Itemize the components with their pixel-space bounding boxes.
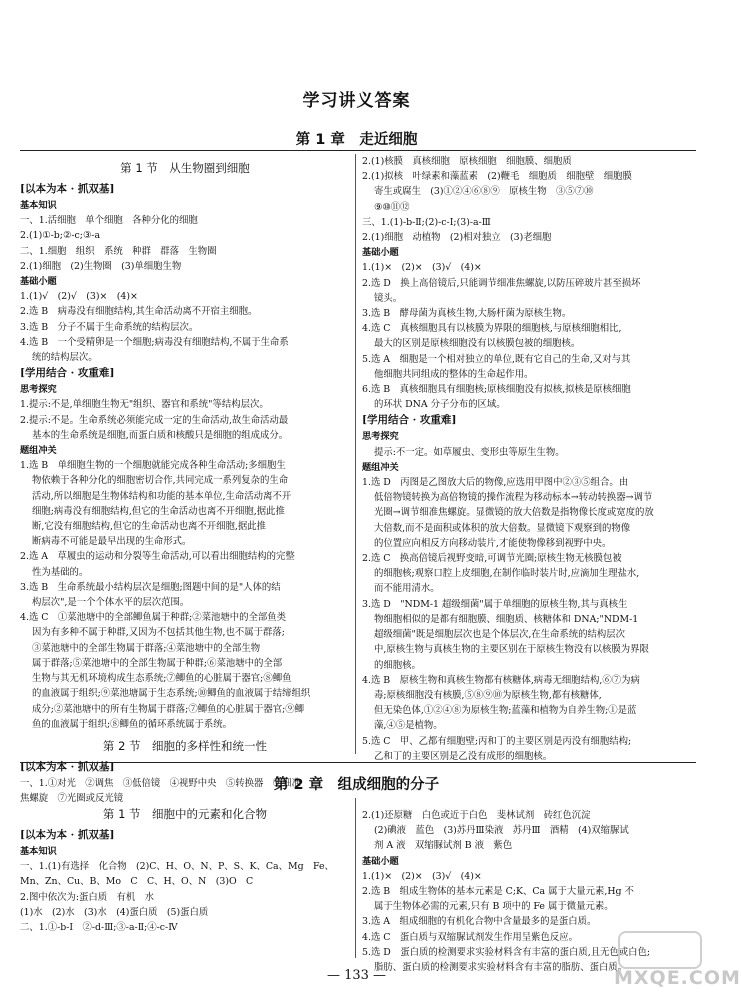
chapter-1-divider <box>20 150 696 151</box>
answer-line: 因为有多种不属于种群,又因为不包括其他生物,也不属于群落; <box>32 627 285 639</box>
answer-line: 5.选 A 细胞是一个相对独立的单位,既有它自己的生命,又对与其 <box>362 353 631 365</box>
answer-line: 光圈→调节细准焦螺旋。显微镜的放大倍数是指物像长度或宽度的放 <box>374 507 654 519</box>
answer-line: 6.选 B 真核细胞具有细胞核;原核细胞没有拟核,拟核是原核细胞 <box>362 384 631 396</box>
answer-line: 超级细菌"既是细胞层次也是个体层次,在生命系统的结构层次 <box>374 629 626 641</box>
answer-line: 成分;②菜池塘中的所有生物属于群落;⑦鲫鱼的心脏属于器官;⑨鲫 <box>32 703 304 715</box>
answer-line: 3.选 B 分子不属于生命系统的结构层次。 <box>20 321 199 333</box>
answer-line: 4.选 B 一个受精卵是一个细胞;病毒没有细胞结构,不属于生命系 <box>20 336 289 348</box>
answer-line: 中,原核生物与真核生物的主要区别在于原核生物没有以核膜为界限 <box>374 644 649 656</box>
answer-line: 寄生或腐生 (3)①②④⑥⑧⑨ 原核生物 ③⑤⑦⑩ <box>374 186 594 198</box>
label-heading: 基础小题 <box>362 247 399 259</box>
answer-line: 焦螺旋 ⑦光圈或反光镜 <box>20 793 124 805</box>
answer-line: 2.(1)核膜 真核细胞 原核细胞 细胞膜、细胞质 <box>362 156 572 167</box>
answer-line: 提示:不一定。如草履虫、变形虫等原生生物。 <box>374 446 565 458</box>
answer-line: 脂肪、蛋白质的检测要求实验材料含有丰富的脂肪、蛋白质。 <box>374 962 628 974</box>
label-heading: 基本知识 <box>20 846 57 857</box>
column-left-ch2 <box>20 800 350 935</box>
answer-line: 2.图中依次为:蛋白质 有机 水 <box>20 891 154 903</box>
answer-line: 乙和丁的主要区别是乙没有成形的细胞核。 <box>374 750 553 762</box>
answer-line: 2.选 B 组成生物体的基本元素是 C;K、Ca 属于大量元素,Hg 不 <box>362 886 634 898</box>
chapter-2-divider <box>20 762 696 763</box>
answer-line: 3.选 D "NDM-1 超级细菌"属于单细胞的原核生物,其与真核生 <box>362 598 628 610</box>
label-heading: 题组冲关 <box>20 445 57 457</box>
subsection-banner: [ 以本为本 · 抓双基 ] <box>20 759 350 776</box>
answer-line: 毒;原核细胞没有核膜,⑤⑧⑨⑩为原核生物,都有核糖体, <box>374 689 602 701</box>
subsection-banner: [ 学用结合 · 攻重难 ] <box>20 365 350 382</box>
answer-line: 性为基础的。 <box>32 566 89 578</box>
answer-line: 构层次",是一个个体水平的层次范围。 <box>32 597 190 609</box>
answer-line: 3.选 A 组成细胞的有机化合物中含量最多的是蛋白质。 <box>362 916 597 928</box>
answer-line: 2.(1)还原糖 白色或近于白色 斐林试剂 砖红色沉淀 <box>362 810 591 821</box>
doc-title: 学习讲义答案 <box>302 91 411 111</box>
answer-line: 三、1.(1)-b-Ⅱ;(2)-c-Ⅰ;(3)-a-Ⅲ <box>362 216 491 228</box>
chapter-1-title: 第 1 章 走近细胞 <box>295 132 418 148</box>
chapter-2-title: 第 2 章 组成细胞的分子 <box>273 777 440 793</box>
answer-line: 细胞;病毒没有细胞结构,但它的生命活动也离不开细胞,据此推 <box>32 505 285 517</box>
answer-line: 的细胞核。 <box>374 659 421 671</box>
answer-line: 2.(1)细胞 动植物 (2)相对独立 (3)老细胞 <box>362 232 552 244</box>
answer-line: 低倍物镜转换为高倍物镜的操作流程为移动标本→转动转换器→调节 <box>374 492 653 504</box>
section-heading: 第 2 节 细胞的多样性和统一性 <box>102 738 268 753</box>
answer-line: 他细胞共同组成的整体的生命起作用。 <box>374 368 534 380</box>
answer-line: 一、1.(1)有选择 化合物 (2)C、H、O、N、P、S、K、Ca、Mg Fe、 <box>20 861 334 873</box>
answer-line: 5.选 D 蛋白质的检测要求实验材料含有丰富的蛋白质,且无色或白色; <box>362 946 651 958</box>
answer-line: 断病毒不可能是最早出现的生命形式。 <box>32 536 192 548</box>
answer-line: 物依赖于各种分化的细胞密切合作,共同完成一系列复杂的生命 <box>32 475 289 487</box>
answer-line: 最大的区别是原核细胞没有以核膜包被的细胞核。 <box>374 338 581 350</box>
answer-line: 的血液属于组织;⑨菜池塘属于生态系统;⑩鲫鱼的血液属于结缔组织 <box>32 688 311 700</box>
answer-line: 物细胞相似的是都有细胞膜、细胞质、核糖体和 DNA;"NDM-1 <box>374 613 639 625</box>
answer-line: 而不能用清水。 <box>374 583 440 595</box>
answer-line: 基本的生命系统是细胞,而蛋白质和核酸只是细胞的组成成分。 <box>32 429 289 441</box>
label-heading: 基础小题 <box>362 855 399 867</box>
answer-line: 属于群落;⑤菜池塘中的全部生物属于种群;⑥菜池塘中的全部 <box>32 657 283 669</box>
answer-line: 1.提示:不是,单细胞生物无"组织、器官和系统"等结构层次。 <box>20 399 269 411</box>
answer-line: 大倍数,而不是面积或体积的放大倍数。显微镜下观察到的物像 <box>374 522 631 534</box>
answer-line: 的位置应向相反方向移动装片,才能使物像移到视野中央。 <box>374 537 612 549</box>
column-left-ch1 <box>20 154 350 806</box>
answer-line: 2.提示:不是。生命系统必须能完成一定的生命活动,故生命活动最 <box>20 414 289 426</box>
subsection-banner: [ 以本为本 · 抓双基 ] <box>20 827 350 844</box>
answer-line: Mn、Zn、Cu、B、Mo C C、H、O、N (3)O C <box>20 876 254 888</box>
watermark-logo: MXQE.COM <box>614 929 704 989</box>
answer-line: ③菜池塘中的全部生物属于群落;④菜池塘中的全部生物 <box>32 642 261 654</box>
answer-line: (1)水 (2)水 (3)水 (4)蛋白质 (5)蛋白质 <box>20 906 209 918</box>
answer-line: 1.选 D 丙图是乙图放大后的物像,应选用甲图中②③⑤组合。由 <box>362 477 629 489</box>
answer-line: 镜头。 <box>374 292 403 304</box>
answer-line: 4.选 C ①菜池塘中的全部鲫鱼属于种群;②菜池塘中的全部鱼类 <box>20 612 287 624</box>
subsection-banner: [ 以本为本 · 抓双基 ] <box>20 181 350 198</box>
answer-line: 二、1.细胞 组织 系统 种群 群落 生物圈 <box>20 245 217 257</box>
column-right-ch1 <box>362 154 697 764</box>
answer-line: 一、1.①对光 ②调焦 ③低倍镜 ④视野中央 ⑤转换器 ⑥细准 <box>20 777 301 789</box>
section-heading: 第 1 节 从生物圈到细胞 <box>120 161 250 175</box>
answer-line: 的环状 DNA 分子分布的区域。 <box>374 399 506 411</box>
answer-line: 藻,④⑤是植物。 <box>374 720 443 732</box>
answer-line: 的细胞核;观察口腔上皮细胞,在制作临时装片时,应滴加生理盐水, <box>374 568 640 580</box>
answer-line: 4.选 C 真核细胞具有以核膜为界限的细胞核,与原核细胞相比, <box>362 323 622 335</box>
answer-line: 统的结构层次。 <box>32 352 98 364</box>
answer-line: 生物与其无机环境构成生态系统;⑦鲫鱼的心脏属于器官;⑧鲫鱼 <box>32 673 292 685</box>
answer-line: 5.选 C 甲、乙都有细胞壁;丙和丁的主要区别是丙没有细胞结构; <box>362 735 632 747</box>
answer-line: 1.(1)× (2)× (3)√ (4)× <box>362 262 482 274</box>
answer-line: 2.选 A 草履虫的运动和分裂等生命活动,可以看出细胞结构的完整 <box>20 551 295 563</box>
answer-line: 2.(1)①-b;②-c;③-a <box>20 230 101 242</box>
column-divider <box>355 154 356 754</box>
answer-line: 2.选 C 换高倍镜后视野变暗,可调节光圈;原核生物无核膜包被 <box>362 553 622 565</box>
answer-line: 2.(1)拟核 叶绿素和藻蓝素 (2)鞭毛 细胞质 细胞壁 细胞膜 <box>362 171 632 183</box>
answer-line: 活动,所以细胞是生物体结构和功能的基本单位,生命活动离不开 <box>32 490 292 502</box>
label-heading: 题组冲关 <box>362 461 399 473</box>
answer-line: 一、1.活细胞 单个细胞 各种分化的细胞 <box>20 215 198 227</box>
answer-line: 鱼的血液属于组织;⑧鲫鱼的循环系统属于系统。 <box>32 718 233 730</box>
answer-line: 4.选 C 蛋白质与双缩脲试剂发生作用呈紫色反应。 <box>362 931 578 943</box>
answer-line: 2.选 D 换上高倍镜后,只能调节细准焦螺旋,以防压碎玻片甚至损坏 <box>362 277 641 289</box>
answer-line: ⑨⑩⑪⑫ <box>374 201 410 213</box>
section-heading: 第 1 节 细胞中的元素和化合物 <box>102 807 268 821</box>
answer-line: 1.(1)× (2)× (3)√ (4)× <box>362 870 482 882</box>
answer-line: 断,它没有细胞结构,但它的生命活动也离不开细胞,据此推 <box>32 521 266 533</box>
page-number: — 133 — <box>326 968 387 983</box>
answer-line: (2)碘液 蓝色 (3)苏丹Ⅲ染液 苏丹Ⅲ 酒精 (4)双缩脲试 <box>374 825 629 837</box>
label-heading: 基础小题 <box>20 276 57 288</box>
answer-line: 1.(1)√ (2)√ (3)× (4)× <box>20 291 138 303</box>
answer-line: 3.选 B 生命系统最小结构层次是细胞;图题中间的是"人体的结 <box>20 581 281 593</box>
answer-line: 剂 A 液 双缩脲试剂 B 液 紫色 <box>374 840 513 852</box>
answer-line: 属于生物体必需的元素,只有 B 项中的 Fe 属于微量元素。 <box>374 901 614 913</box>
answer-line: 2.选 B 病毒没有细胞结构,其生命活动离不开宿主细胞。 <box>20 306 258 318</box>
answer-line: 4.选 B 原核生物和真核生物都有核糖体,病毒无细胞结构,⑥⑦为病 <box>362 674 640 686</box>
answer-line: 3.选 B 酵母菌为真核生物,大肠杆菌为原核生物。 <box>362 308 572 320</box>
answer-line: 二、1.①-b-Ⅰ ②-d-Ⅲ;③-a-Ⅱ;④-c-Ⅳ <box>20 922 178 934</box>
label-heading: 基本知识 <box>20 200 57 211</box>
label-heading: 思考探究 <box>20 384 57 396</box>
answer-line: 但无染色体,①②④⑧为原核生物;蓝藻和植物为自养生物;①是蓝 <box>374 705 637 717</box>
answer-line: 1.选 B 单细胞生物的一个细胞就能完成各种生命活动;多细胞生 <box>20 460 286 472</box>
subsection-banner: [ 学用结合 · 攻重难 ] <box>362 412 697 429</box>
answer-line: 2.(1)细胞 (2)生物圈 (3)单细胞生物 <box>20 260 182 272</box>
label-heading: 思考探究 <box>362 431 399 443</box>
column-divider-2 <box>355 798 356 958</box>
